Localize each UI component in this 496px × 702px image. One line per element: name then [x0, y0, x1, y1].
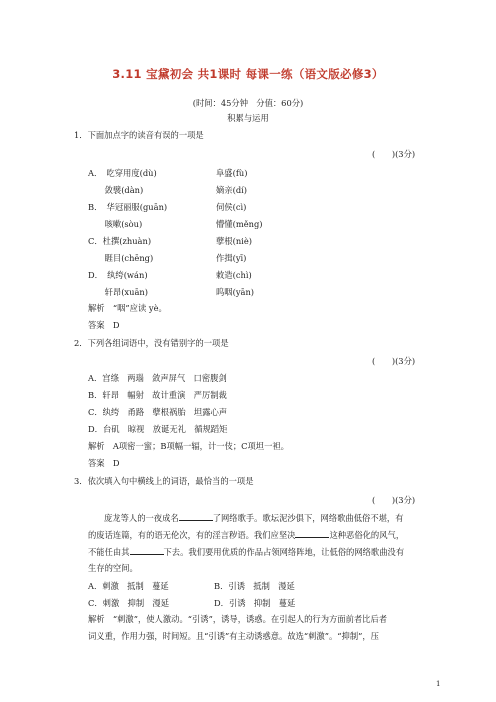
q1-row-a: C．杜撰(zhuàn)	[88, 236, 152, 246]
q1-row-a: 咳嗽(sòu)	[88, 219, 143, 229]
q1-row-b: 伺侯(cì)	[216, 202, 247, 212]
q1-row-a: A． 吃穿用度(dù)	[88, 168, 157, 178]
question-1-score: ( )(3分)	[372, 149, 416, 159]
q2-option: D．台矶 晾视 放诞无礼 循规蹈矩	[88, 424, 228, 434]
q1-row-b: 嫡亲(dí)	[216, 185, 248, 195]
q3-passage-line	[104, 512, 404, 524]
q1-answer: 答案 D	[88, 320, 120, 330]
q1-row-b: 作揖(yī)	[216, 253, 247, 263]
blank-line	[295, 529, 329, 538]
q1-analysis: 解析 “咽”应读 yè。	[88, 303, 167, 313]
section-heading: 积累与运用	[227, 113, 269, 123]
page-title: 3.11 宝黛初会 共1课时 每课一练（语文版必修3）	[112, 67, 384, 81]
q1-row-a: B． 华冠丽服(guān)	[88, 202, 168, 212]
q1-row-a: 轩昂(xuān)	[88, 287, 148, 297]
q3-option: A．刺激 抵制 蔓延	[88, 581, 169, 591]
q3-passage-text: 庞龙等人的一夜成名	[104, 513, 179, 523]
q1-row-a: 敛襞(dàn)	[88, 185, 144, 195]
q3-passage-line	[88, 546, 404, 558]
q3-option: D．引诱 抑制 蔓延	[214, 598, 296, 608]
q2-option: A．宫绦 两瑙 敛声屏气 口密腹剑	[88, 373, 227, 383]
q1-row-a: 睚目(chēng)	[88, 253, 154, 263]
q3-passage-text: 下去。我们要用优质的作品占领网络阵地，让低俗的网络歌曲没有	[163, 547, 405, 557]
q3-passage-line: 生存的空间。	[88, 563, 138, 573]
q2-answer: 答案 D	[88, 458, 120, 468]
question-2-score: ( )(3分)	[372, 356, 416, 366]
q3-passage-text: 不能任由其	[88, 547, 130, 557]
q3-analysis: 词义重，作用力强，时间短。且“引诱”有主动诱惑意。故选“刺激”。“抑制”，压	[88, 631, 379, 641]
question-3-score: ( )(3分)	[372, 495, 416, 505]
question-1-stem: 1．下面加点字的读音有误的一项是	[74, 130, 204, 140]
question-2-stem: 2．下列各组词语中，没有错别字的一项是	[74, 338, 229, 348]
blank-line	[179, 512, 213, 521]
page-number: 1	[436, 680, 441, 688]
q3-passage-line	[88, 529, 404, 541]
q1-row-b: 呜咽(yān)	[216, 287, 255, 297]
q1-row-b: 懵懂(měng)	[216, 219, 263, 229]
q1-row-b: 孽根(niè)	[216, 236, 252, 246]
q3-option: B．引诱 抵制 漫延	[214, 581, 295, 591]
q2-analysis: 解析 A项密一蜜；B项幅一辐，计一伎；C项坦一袒。	[88, 441, 289, 451]
q2-option: C．纨绔 甬路 孽根祸胎 坦露心声	[88, 407, 228, 417]
q1-row-b: 阜盛(fù)	[216, 168, 248, 178]
q3-passage-text: 的废话连篇，有的语无伦次，有的淫言秽语。我们应坚决	[88, 530, 296, 540]
time-score-note: (时间：45分钟 分值：60分)	[192, 98, 304, 108]
question-3-stem: 3．依次填入句中横线上的词语，最恰当的一项是	[74, 476, 254, 486]
q1-row-a: D． 纨绔(wán)	[88, 270, 148, 280]
q3-passage-text: 这种恶俗化的风气，	[329, 530, 405, 540]
q3-option: C．刺激 抑制 漫延	[88, 598, 170, 608]
blank-line	[130, 546, 164, 555]
q3-passage-text: 了网络歌手。歌坛泥沙俱下，网络歌曲低俗不堪，有	[212, 513, 404, 523]
q2-option: B．轩昂 幅射 故计重演 严厉制裁	[88, 390, 227, 400]
q3-analysis: 解析 “刺激”，使人激动。“引诱”，诱导，诱惑。在引起人的行为方面前者比后者	[88, 614, 388, 624]
q1-row-b: 敕造(chì)	[216, 270, 252, 280]
